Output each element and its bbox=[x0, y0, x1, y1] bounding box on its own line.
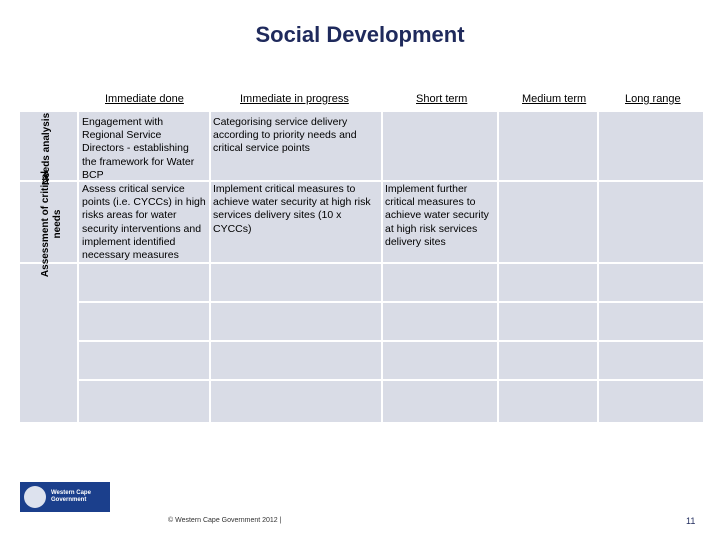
table-cell bbox=[211, 381, 381, 422]
table-cell bbox=[499, 182, 597, 262]
cell-text-categorising: Categorising service delivery according to priority needs and critical service points bbox=[213, 116, 357, 155]
table-cell bbox=[79, 381, 209, 422]
table-cell bbox=[499, 264, 597, 301]
table-cell bbox=[599, 112, 703, 180]
page-number: 11 bbox=[686, 516, 696, 526]
footer-copyright: © Western Cape Government 2012 | bbox=[168, 517, 282, 524]
cell-text-assess-critical: Assess critical service points (i.e. CYCCs) in high risks areas for water security interventions and implement identified necessary measures bbox=[82, 183, 206, 262]
government-logo bbox=[20, 482, 110, 512]
cell-text-implement-further: Implement further critical measures to achieve water security at high risk services delivery sites bbox=[385, 183, 489, 248]
table-cell bbox=[79, 342, 209, 379]
table-cell bbox=[211, 342, 381, 379]
table-cell bbox=[79, 303, 209, 340]
table-cell bbox=[383, 342, 497, 379]
table-cell bbox=[383, 112, 497, 180]
table-cell bbox=[211, 264, 381, 301]
column-header-long-range: Long range bbox=[625, 93, 681, 105]
crest-icon bbox=[24, 486, 46, 508]
column-header-immediate-done: Immediate done bbox=[105, 93, 184, 105]
row-label-assessment-critical-needs: Assessment of critical needs bbox=[40, 170, 63, 278]
table-cell bbox=[599, 381, 703, 422]
table-cell bbox=[499, 112, 597, 180]
table-cell bbox=[599, 303, 703, 340]
row-label-needs-analysis: Needs analysis bbox=[41, 112, 52, 186]
logo-text: Western Cape Government bbox=[51, 490, 91, 503]
column-header-immediate-in-progress: Immediate in progress bbox=[240, 93, 349, 105]
table-cell bbox=[499, 381, 597, 422]
page-title: Social Development bbox=[255, 22, 465, 47]
cell-text-engagement: Engagement with Regional Service Directors - establishing the framework for Water BCP bbox=[82, 116, 195, 181]
table-cell bbox=[599, 264, 703, 301]
column-header-short-term: Short term bbox=[416, 93, 468, 105]
table-cell bbox=[79, 264, 209, 301]
table-cell bbox=[383, 264, 497, 301]
table-cell bbox=[599, 182, 703, 262]
table-cell bbox=[383, 381, 497, 422]
table-cell bbox=[383, 303, 497, 340]
table-cell bbox=[499, 303, 597, 340]
plan-table bbox=[20, 112, 703, 422]
cell-text-implement-critical: Implement critical measures to achieve water security at high risk services delivery sites (10 x CYCCs) bbox=[213, 183, 371, 235]
table-cell bbox=[211, 303, 381, 340]
table-cell bbox=[499, 342, 597, 379]
table-cell bbox=[599, 342, 703, 379]
column-header-medium-term: Medium term bbox=[522, 93, 587, 105]
row-label-cell bbox=[20, 264, 77, 422]
